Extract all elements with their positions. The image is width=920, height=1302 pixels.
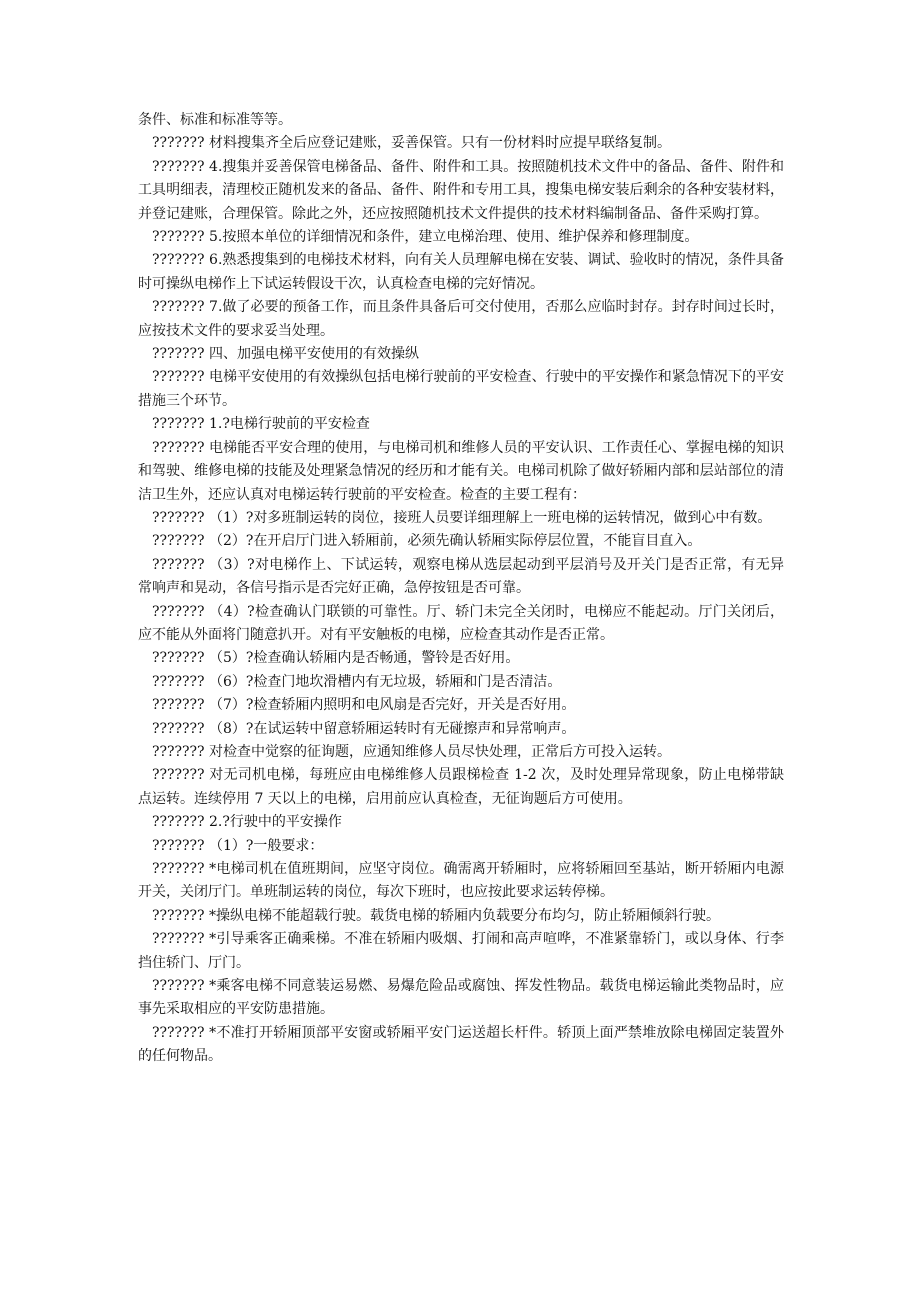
- requirement-item-1: ??????? *电梯司机在值班期间，应坚守岗位。确需离开轿厢时，应将轿厢回至基站，断开轿厢内电源开关，关闭厅门。单班制运转的岗位，每次下班时，也应按此要求运转停梯。: [138, 861, 784, 901]
- checklist-item-7: ??????? （7）?检查轿厢内照明和电风扇是否完好，开关是否好用。: [152, 697, 576, 714]
- checklist-item-3: ??????? （3）?对电梯作上、下试运转，观察电梯从选层起动到平层消号及开关门是否正常，有无异常响声和晃动，各信号指示是否完好正确，急停按钮是否可靠。: [138, 556, 784, 597]
- general-requirements-heading: ??????? （1）?一般要求：: [152, 837, 324, 854]
- subsection-heading-1: ??????? 1.?电梯行驶前的平安检查: [152, 416, 370, 433]
- checklist-item-2: ??????? （2）?在开启厅门进入轿厢前，必须先确认轿厢实际停层位置，不能盲目直入。: [152, 533, 702, 550]
- paragraph-3: ??????? 4.搜集并妥善保管电梯备品、备件、附件和工具。按照随机技术文件中的备品、备件、附件和工具明细表，清理校正随机发来的备品、备件、附件和专用工具，搜集电梯安装后剩余的各种安装材料，并登记建账，合理保管。除此之外，还应按照随机技术文件提供的技术材料编制备品、备件采购打算。: [138, 158, 784, 222]
- checklist-item-4: ??????? （4）?检查确认门联锁的可靠性。厅、轿门未完全关闭时，电梯应不能起动。厅门关闭后，应不能从外面将门随意扒开。对有平安触板的电梯，应检查其动作是否正常。: [138, 603, 784, 643]
- paragraph-2: ??????? 材料搜集齐全后应登记建账，妥善保管。只有一份材料时应提早联络复制。: [152, 135, 671, 152]
- subsection-heading-2: ??????? 2.?行驶中的平安操作: [152, 814, 342, 831]
- paragraph-1: 条件、标准和标准等等。: [138, 112, 292, 128]
- checklist-item-8: ??????? （8）?在试运转中留意轿厢运转时有无碰擦声和异常响声。: [152, 720, 576, 737]
- checklist-item-5: ??????? （5）?检查确认轿厢内是否畅通，警铃是否好用。: [152, 650, 520, 667]
- requirement-item-2: ??????? *操纵电梯不能超载行驶。载货电梯的轿厢内负载要分布均匀，防止轿厢倾斜行驶。: [152, 907, 720, 924]
- section-heading-4: ??????? 四、加强电梯平安使用的有效操纵: [152, 346, 419, 363]
- document-page: [138, 109, 784, 1069]
- paragraph-10: ??????? 电梯能否平安合理的使用，与电梯司机和维修人员的平安认识、工作责任心、掌握电梯的知识和驾驶、维修电梯的技能及处理紧急情况的经历和才能有关。电梯司机除了做好轿厢内部和层站部位的清洁卫生外，还应认真对电梯运转行驶前的平安检查。检查的主要工程有：: [138, 439, 784, 503]
- paragraph-20: ??????? 对无司机电梯，每班应由电梯维修人员跟梯检查 1-2 次，及时处理异常现象，防止电梯带缺点运转。连续停用 7 天以上的电梯，启用前应认真检查，无征询题后方可使用。: [138, 767, 784, 807]
- checklist-item-1: ??????? （1）?对多班制运转的岗位，接班人员要详细理解上一班电梯的运转情况，做到心中有数。: [152, 509, 772, 526]
- paragraph-8: ??????? 电梯平安使用的有效操纵包括电梯行驶前的平安检查、行驶中的平安操作和紧急情况下的平安措施三个环节。: [138, 369, 784, 409]
- paragraph-4: ??????? 5.按照本单位的详细情况和条件，建立电梯治理、使用、维护保养和修理制度。: [152, 229, 699, 246]
- requirement-item-4: ??????? *乘客电梯不同意装运易燃、易爆危险品或腐蚀、挥发性物品。载货电梯运输此类物品时，应事先采取相应的平安防患措施。: [138, 978, 784, 1018]
- paragraph-19: ??????? 对检查中觉察的征询题，应通知维修人员尽快处理，正常后方可投入运转。: [152, 743, 671, 760]
- paragraph-5: ??????? 6.熟悉搜集到的电梯技术材料，向有关人员理解电梯在安装、调试、验收时的情况，条件具备时可操纵电梯作上下试运转假设干次，认真检查电梯的完好情况。: [138, 252, 784, 292]
- requirement-item-3: ??????? *引导乘客正确乘梯。不准在轿厢内吸烟、打闹和高声喧哗，不准紧靠轿门，或以身体、行李挡住轿门、厅门。: [138, 931, 784, 971]
- requirement-item-5: ??????? *不准打开轿厢顶部平安窗或轿厢平安门运送超长杆件。轿顶上面严禁堆放除电梯固定装置外的任何物品。: [138, 1024, 784, 1065]
- paragraph-6: ??????? 7.做了必要的预备工作，而且条件具备后可交付使用，否那么应临时封存。封存时间过长时，应按技术文件的要求妥当处理。: [138, 299, 784, 339]
- checklist-item-6: ??????? （6）?检查门地坎滑槽内有无垃圾，轿厢和门是否清洁。: [152, 673, 562, 690]
